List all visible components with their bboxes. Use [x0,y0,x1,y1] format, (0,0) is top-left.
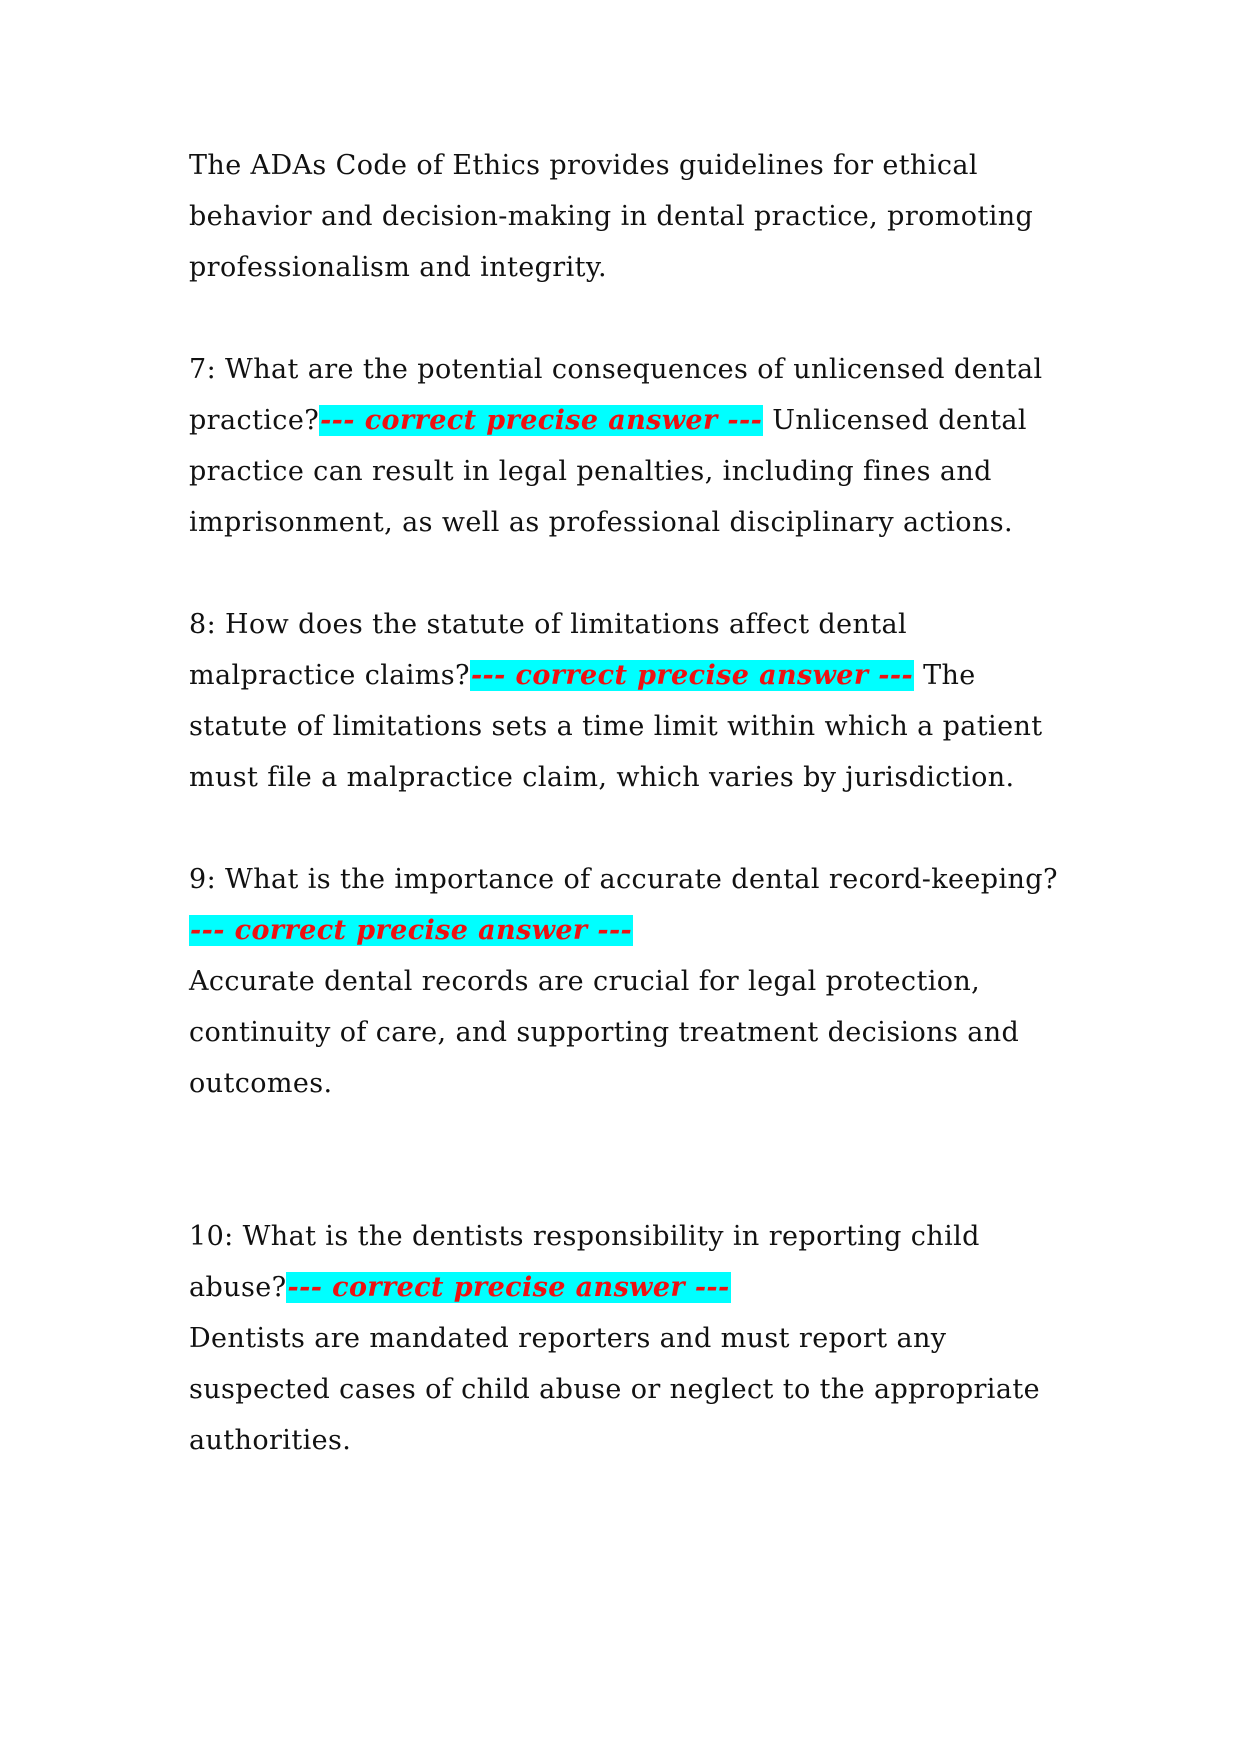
paragraph-spacer [189,293,1069,344]
question-9: 9: What is the importance of accurate dental record-keeping? [189,864,1058,895]
question-8: 8: How does the statute of limitations affect dental malpractice claims? [189,609,908,691]
intro-paragraph: The ADAs Code of Ethics provides guidelines for ethical behavior and decision-making in dental practice, promoting professionalism and integrity. [189,150,1034,283]
qa-item-7 [189,344,1069,548]
answer-9: Accurate dental records are crucial for legal protection, continuity of care, and supporting treatment decisions and outcomes. [189,966,1020,1099]
qa-item-8 [189,599,1069,803]
question-10: 10: What is the dentists responsibility in reporting child abuse? [189,1221,980,1303]
answer-7: Unlicensed dental practice can result in legal penalties, including fines and imprisonment, as well as professional disciplinary actions. [189,405,1027,538]
document-page [189,140,1069,1466]
answer-8: The statute of limitations sets a time limit within which a patient must file a malpractice claim, which varies by jurisdiction. [189,660,1043,793]
answer-marker-10: --- correct precise answer --- [287,1272,730,1303]
answer-marker-8: --- correct precise answer --- [470,660,914,691]
qa-item-9 [189,854,1069,1109]
answer-marker-7: --- correct precise answer --- [320,405,763,436]
answer-10: Dentists are mandated reporters and must report any suspected cases of child abuse or neglect to the appropriate authorities. [189,1323,1040,1456]
paragraph-spacer [189,548,1069,599]
qa-item-10 [189,1211,1069,1466]
paragraph-spacer [189,1109,1069,1211]
question-7: 7: What are the potential consequences of unlicensed dental practice? [189,354,1043,436]
answer-marker-9: --- correct precise answer --- [190,915,633,946]
paragraph-spacer [189,803,1069,854]
